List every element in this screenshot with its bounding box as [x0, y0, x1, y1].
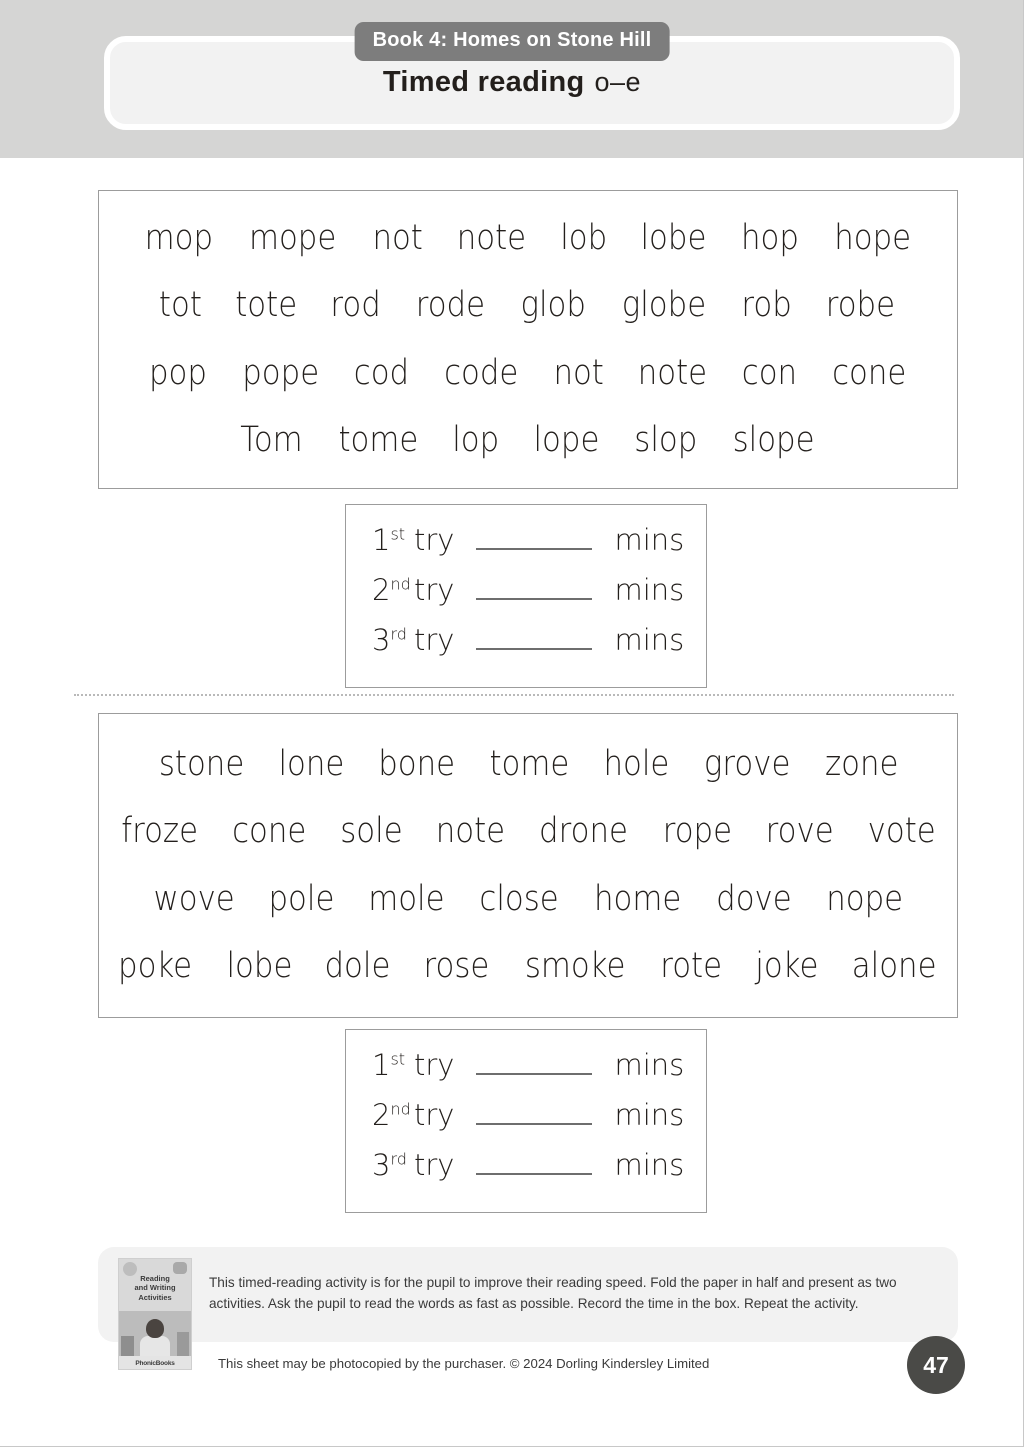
cover-top	[119, 1259, 191, 1311]
word: nope	[826, 878, 904, 919]
word: note	[456, 218, 527, 259]
cover-photo-child-body	[140, 1336, 170, 1356]
word: pop	[148, 352, 207, 393]
mins-label: mins	[614, 623, 685, 657]
word-row	[125, 205, 931, 272]
word-list-box-1	[98, 190, 958, 489]
try-label: try	[414, 573, 455, 607]
word: con	[741, 352, 797, 393]
word: pope	[242, 352, 320, 393]
page-title	[0, 66, 1024, 99]
word: rote	[660, 945, 723, 986]
word: not	[553, 352, 604, 393]
word: tote	[235, 285, 298, 326]
word: code	[444, 352, 519, 393]
time-input-blank[interactable]	[476, 1101, 592, 1125]
word-rows-1	[99, 191, 957, 488]
timing-row	[346, 1098, 706, 1148]
mins-label: mins	[614, 1148, 685, 1182]
try-label: try	[414, 1148, 455, 1182]
teacher-instructions: This timed-reading activity is for the pupil to improve their reading speed. Fold the paper in half and present as two activities. Ask the pupil to read the words as fast as possible. Record the time in the box. Repeat the activity.	[209, 1275, 897, 1312]
word: lop	[452, 419, 500, 460]
cover-photo	[119, 1311, 191, 1356]
word: slop	[633, 419, 697, 460]
ordinal-label: 2nd	[372, 1098, 411, 1132]
timing-row	[346, 1048, 706, 1098]
word: lone	[278, 744, 345, 785]
copyright-notice: This sheet may be photocopied by the purchaser. © 2024 Dorling Kindersley Limited	[218, 1356, 710, 1371]
ordinal-label: 3rd	[372, 1148, 407, 1182]
word: hole	[603, 744, 670, 785]
word: rode	[415, 285, 485, 326]
word: rod	[330, 285, 382, 326]
time-input-blank[interactable]	[476, 626, 592, 650]
word: robe	[825, 285, 896, 326]
time-input-blank[interactable]	[476, 526, 592, 550]
cover-brand: PhonicBooks	[119, 1356, 191, 1370]
word: drone	[539, 811, 629, 852]
time-input-blank[interactable]	[476, 1051, 592, 1075]
word: tome	[489, 744, 570, 785]
mins-label: mins	[614, 1048, 685, 1082]
try-label: try	[414, 1098, 455, 1132]
word: alone	[852, 945, 937, 986]
word: rope	[663, 811, 733, 852]
timing-row	[346, 1148, 706, 1198]
word: joke	[754, 945, 819, 986]
timing-box-1	[345, 504, 707, 688]
word: slope	[732, 419, 815, 460]
cover-photo-shelf-right	[177, 1332, 189, 1356]
try-label: try	[414, 623, 455, 657]
cover-title-line-2: and Writing	[134, 1283, 176, 1293]
cover-photo-child-head	[146, 1319, 164, 1338]
word: vote	[867, 811, 936, 852]
ordinal-label: 1st	[372, 1048, 406, 1082]
ordinal-label: 3rd	[372, 623, 407, 657]
timing-row	[346, 623, 706, 673]
word: stone	[158, 744, 244, 785]
word-list-box-2	[98, 713, 958, 1018]
cover-title-line-3: Activities	[138, 1292, 172, 1302]
word: lobe	[225, 945, 292, 986]
word: not	[372, 218, 423, 259]
mins-label: mins	[614, 523, 685, 557]
time-input-blank[interactable]	[476, 576, 592, 600]
fold-divider	[74, 694, 954, 696]
cover-title	[119, 1274, 191, 1302]
book-title-pill: Book 4: Homes on Stone Hill	[355, 22, 670, 61]
cover-photo-shelf-left	[121, 1336, 134, 1356]
ordinal-label: 2nd	[372, 573, 411, 607]
word: pole	[268, 878, 335, 919]
word: mope	[249, 218, 337, 259]
word: glob	[519, 285, 586, 326]
word: cod	[354, 352, 410, 393]
word: mole	[368, 878, 445, 919]
timing-row	[346, 573, 706, 623]
word: lobe	[640, 218, 707, 259]
word-row	[125, 731, 931, 798]
word: poke	[118, 945, 193, 986]
word: Tom	[239, 419, 303, 460]
word: zone	[824, 744, 899, 785]
word: close	[479, 878, 559, 919]
word-row	[125, 272, 931, 339]
word-row	[125, 407, 931, 474]
mins-label: mins	[614, 1098, 685, 1132]
page-title-main: Timed reading	[382, 66, 585, 98]
page-title-pattern: o–e	[594, 67, 642, 97]
timing-row	[346, 523, 706, 573]
word-row	[125, 866, 931, 933]
word: dove	[716, 878, 792, 919]
word: rob	[741, 285, 792, 326]
ordinal-label: 1st	[372, 523, 406, 557]
mins-label: mins	[614, 573, 685, 607]
word: wove	[153, 878, 235, 919]
word-row	[125, 340, 931, 407]
word: lope	[533, 419, 600, 460]
time-input-blank[interactable]	[476, 1151, 592, 1175]
word: sole	[339, 811, 403, 852]
word: home	[593, 878, 682, 919]
word: dole	[324, 945, 391, 986]
try-label: try	[414, 1048, 455, 1082]
word-rows-2	[99, 714, 957, 1017]
word: smoke	[524, 945, 626, 986]
word: note	[637, 352, 708, 393]
book-cover-thumbnail	[118, 1258, 192, 1370]
word: hope	[834, 218, 912, 259]
word: cone	[831, 352, 906, 393]
cover-badge-right-icon	[173, 1262, 187, 1274]
word: globe	[621, 285, 707, 326]
word: tot	[159, 285, 203, 326]
word: tome	[338, 419, 418, 460]
word-row	[121, 798, 936, 865]
word: note	[435, 811, 505, 852]
page-number-badge: 47	[907, 1336, 965, 1394]
try-label: try	[414, 523, 455, 557]
timing-box-2	[345, 1029, 707, 1213]
word: cone	[232, 811, 307, 852]
word: bone	[377, 744, 455, 785]
word: rove	[765, 811, 834, 852]
word: grove	[703, 744, 790, 785]
word: hop	[741, 218, 800, 259]
header-band	[0, 0, 1024, 158]
word: lob	[560, 218, 608, 259]
word: rose	[423, 945, 490, 986]
word: mop	[144, 218, 213, 259]
word-row	[118, 933, 937, 1000]
cover-title-line-1: Reading	[140, 1274, 170, 1283]
word: froze	[121, 811, 199, 852]
